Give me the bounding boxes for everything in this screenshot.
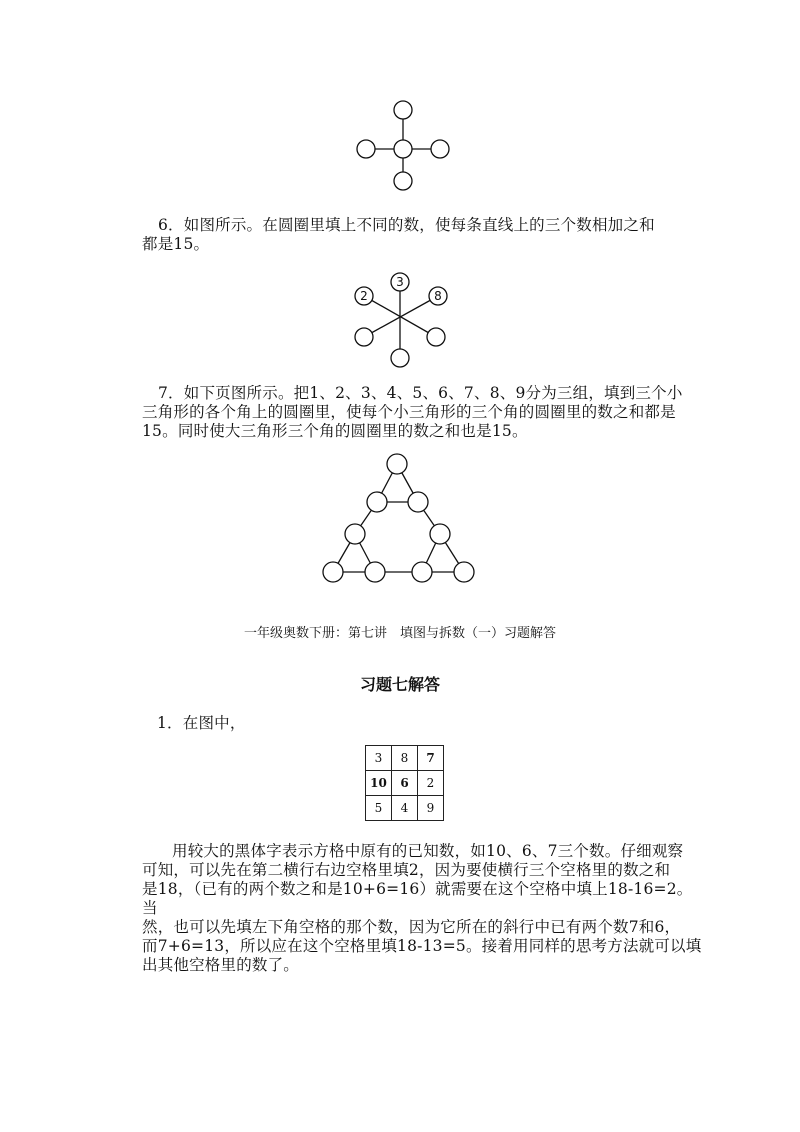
tri-circle-2 — [367, 492, 387, 512]
explanation-line-1: 用较大的黑体字表示方格中原有的已知数，如10、6、7三个数。仔细观察 — [172, 842, 684, 860]
grid-cell-2-2: 6 — [392, 771, 418, 796]
tri-circle-4 — [345, 524, 365, 544]
grid-cell-3-2: 4 — [392, 796, 418, 821]
explanation-line-4: 然，也可以先填左下角空格的那个数，因为它所在的斜行中已有两个数7和6， — [142, 918, 681, 936]
answer-1-intro: 1．在图中， — [157, 714, 246, 732]
star-number-upper-left: 2 — [360, 289, 368, 303]
problem-6-line-2: 都是15。 — [142, 235, 210, 253]
explanation-line-3: 是18，（已有的两个数之和是10+6=16）就需要在这个空格中填上18-16=2。当 — [142, 880, 693, 917]
problem-7-line-3: 15。同时使大三角形三个角的圆圈里的数之和也是15。 — [142, 422, 528, 440]
star-number-upper-right: 8 — [434, 289, 442, 303]
star-number-top: 3 — [396, 275, 404, 289]
problem-7-line-2: 三角形的各个角上的圆圈里，使每个小三角形的三个角的圆圈里的数之和都是 — [142, 403, 676, 421]
problem-7-line-1: 7．如下页图所示。把1、2、3、4、5、6、7、8、9分为三组，填到三个小 — [158, 384, 683, 402]
page-caption: 一年级奥数下册：第七讲 填图与拆数（一）习题解答 — [243, 626, 556, 641]
grid-row-2 — [366, 771, 444, 796]
grid-cell-2-1: 10 — [366, 771, 392, 796]
explanation-line-5: 而7+6=13，所以应在这个空格里填18-13=5。接着用同样的思考方法就可以填 — [142, 937, 702, 955]
tri-circle-top — [387, 454, 407, 474]
section-title: 习题七解答 — [359, 675, 440, 694]
grid-cell-2-3: 2 — [418, 771, 444, 796]
tri-circle-8 — [412, 562, 432, 582]
grid-cell-3-1: 5 — [366, 796, 392, 821]
tri-circle-3 — [408, 492, 428, 512]
problem-6-line-1: 6．如图所示。在圆圈里填上不同的数，使每条直线上的三个数相加之和 — [158, 216, 655, 234]
grid-cell-1-3: 7 — [418, 746, 444, 771]
tri-circle-9 — [454, 562, 474, 582]
grid-row-3 — [366, 796, 444, 821]
tri-circle-5 — [430, 524, 450, 544]
grid-cell-1-1: 3 — [366, 746, 392, 771]
explanation-line-6: 出其他空格里的数了。 — [142, 956, 300, 974]
explanation-line-2: 可知，可以先在第二横行右边空格里填2，因为要使横行三个空格里的数之和 — [142, 861, 671, 879]
tri-circle-6 — [323, 562, 343, 582]
grid-row-1 — [366, 746, 444, 771]
grid-cell-1-2: 8 — [392, 746, 418, 771]
answer-1-explanation — [142, 842, 702, 975]
grid-cell-3-3: 9 — [418, 796, 444, 821]
answer-grid — [365, 745, 444, 821]
tri-circle-7 — [365, 562, 385, 582]
